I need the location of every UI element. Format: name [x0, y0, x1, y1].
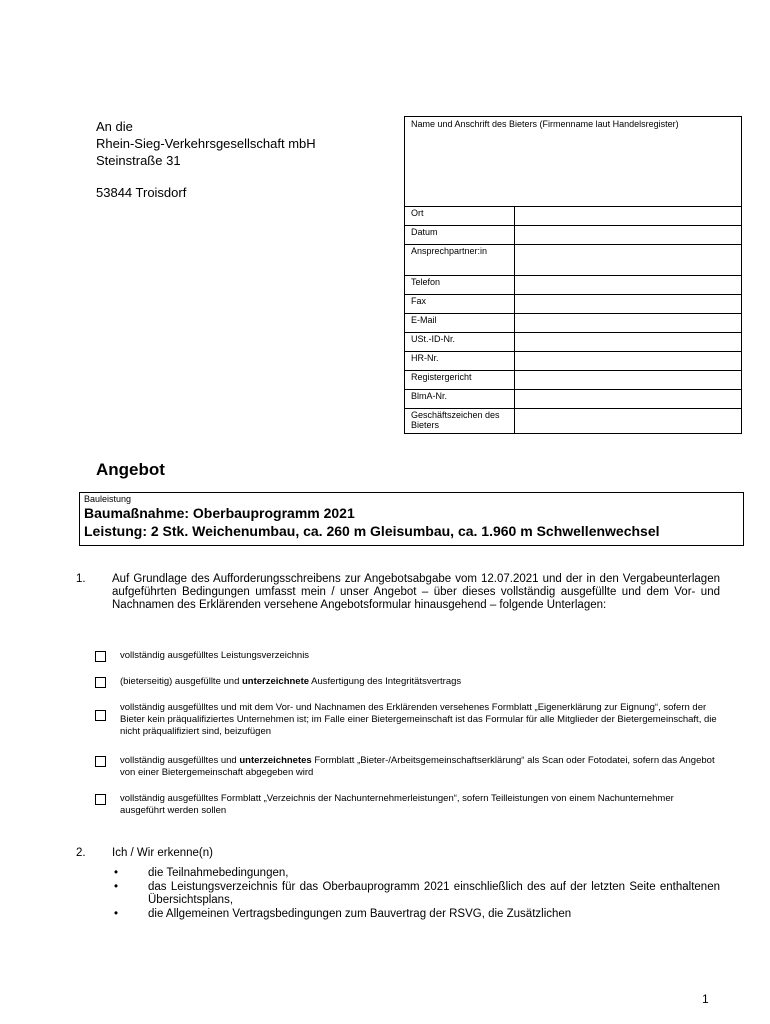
document-item [95, 755, 720, 779]
document-item [95, 793, 720, 817]
item-text: (bieterseitig) ausgefüllte und unterzeichnete Ausfertigung des Integritätsvertrags [120, 676, 462, 687]
email-field[interactable] [515, 314, 741, 332]
bidder-row-registergericht [405, 371, 741, 390]
row-label: Geschäftszeichen des Bieters [405, 409, 515, 433]
document-item [95, 676, 720, 688]
checkbox[interactable] [95, 756, 106, 767]
item-text: vollständig ausgefülltes Leistungsverzeichnis [120, 650, 310, 661]
row-label: USt.-ID-Nr. [405, 333, 515, 351]
item-text: vollständig ausgefülltes und unterzeichnetes Formblatt „Bieter-/Arbeitsgemeinschaftserklärung“ als Scan oder Fotodatei, sofern das Angebot von einer Bietergemeinschaft abgegeben wird [120, 755, 715, 778]
item-text: vollständig ausgefülltes und mit dem Vor- und Nachnamen des Erklärenden versehenes Formblatt „Eigenerklärung zur Eignung“, sofern der Bieter kein präqualifiziertes Unternehmen ist; im Falle einer Bietergemeinschaft ist das Formular für alle Mitglieder der Bietergemeinschaft, die nicht präqualifiziert sind, beizufügen [120, 702, 717, 737]
ort-field[interactable] [515, 207, 741, 225]
document-title: Angebot [96, 460, 165, 479]
checkbox[interactable] [95, 794, 106, 805]
section-text: Ich / Wir erkenne(n) [112, 847, 213, 859]
bidder-row-ort [405, 207, 741, 226]
project-box [79, 492, 744, 546]
row-label: Ansprechpartner:in [405, 245, 515, 275]
project-measure: Baumaßnahme: Oberbauprogramm 2021 [84, 505, 355, 521]
row-label: Registergericht [405, 371, 515, 389]
bidder-name-label: Name und Anschrift des Bieters (Firmenname laut Handelsregister) [411, 119, 679, 129]
row-label: Fax [405, 295, 515, 313]
address-line: An die [96, 119, 133, 134]
row-label: HR-Nr. [405, 352, 515, 370]
address-line: 53844 Troisdorf [96, 185, 187, 200]
hrnr-field[interactable] [515, 352, 741, 370]
registergericht-field[interactable] [515, 371, 741, 389]
acknowledgement-list [112, 867, 720, 922]
bidder-row-geschaeftszeichen [405, 409, 741, 433]
bidder-info-table [404, 116, 742, 434]
row-label: BlmA-Nr. [405, 390, 515, 408]
blma-field[interactable] [515, 390, 741, 408]
bidder-row-fax [405, 295, 741, 314]
checkbox[interactable] [95, 710, 106, 721]
bidder-row-ustid [405, 333, 741, 352]
section-number: 1. [76, 573, 86, 585]
item-text: vollständig ausgefülltes Formblatt „Verzeichnis der Nachunternehmerleistungen“, sofern Teilleistungen von einem Nachunternehmer ausgeführt werden sollen [120, 793, 674, 816]
fax-field[interactable] [515, 295, 741, 313]
checkbox[interactable] [95, 677, 106, 688]
telefon-field[interactable] [515, 276, 741, 294]
recipient-address [96, 118, 316, 201]
bidder-row-email [405, 314, 741, 333]
address-line: Rhein-Sieg-Verkehrsgesellschaft mbH [96, 136, 316, 151]
row-label: Telefon [405, 276, 515, 294]
bidder-row-datum [405, 226, 741, 245]
bidder-row-ansprechpartner [405, 245, 741, 276]
section-text: Auf Grundlage des Aufforderungsschreibens zur Angebotsabgabe vom 12.07.2021 und der in den Vergabeunterlagen aufgeführten Bedingungen umfasst mein / unser Angebot – über dieses vollständig ausgefüllte und dem Vor- und Nachnamen des Erklärenden versehene Angebotsformular hinausgehend – folgende Unterlagen: [112, 573, 720, 611]
row-label: Datum [405, 226, 515, 244]
geschaeftszeichen-field[interactable] [515, 409, 741, 433]
address-spacer [96, 169, 316, 184]
ansprechpartner-field[interactable] [515, 245, 741, 275]
document-item [95, 650, 720, 662]
list-item: • die Allgemeinen Vertragsbedingungen zum Bauvertrag der RSVG, die Zusätzlichen [114, 908, 572, 920]
bidder-row-telefon [405, 276, 741, 295]
page-number: 1 [702, 992, 709, 1006]
address-line: Steinstraße 31 [96, 153, 181, 168]
row-label: Ort [405, 207, 515, 225]
datum-field[interactable] [515, 226, 741, 244]
list-item: • die Teilnahmebedingungen, [114, 867, 289, 879]
project-service: Leistung: 2 Stk. Weichenumbau, ca. 260 m Gleisumbau, ca. 1.960 m Schwellenwechsel [84, 523, 660, 539]
ustid-field[interactable] [515, 333, 741, 351]
bidder-name-field[interactable] [405, 117, 741, 207]
section-number: 2. [76, 847, 86, 859]
bidder-row-blma [405, 390, 741, 409]
bullet-icon: • [114, 881, 119, 893]
checkbox[interactable] [95, 651, 106, 662]
project-type: Bauleistung [84, 494, 132, 504]
bullet-icon: • [114, 867, 119, 879]
document-item [95, 702, 720, 738]
list-item: • das Leistungsverzeichnis für das Oberbauprogramm 2021 einschließlich des auf der letzten Seite enthaltenen Übersichtsplans, [114, 881, 720, 906]
row-label: E-Mail [405, 314, 515, 332]
bullet-icon: • [114, 908, 119, 920]
bidder-row-hrnr [405, 352, 741, 371]
